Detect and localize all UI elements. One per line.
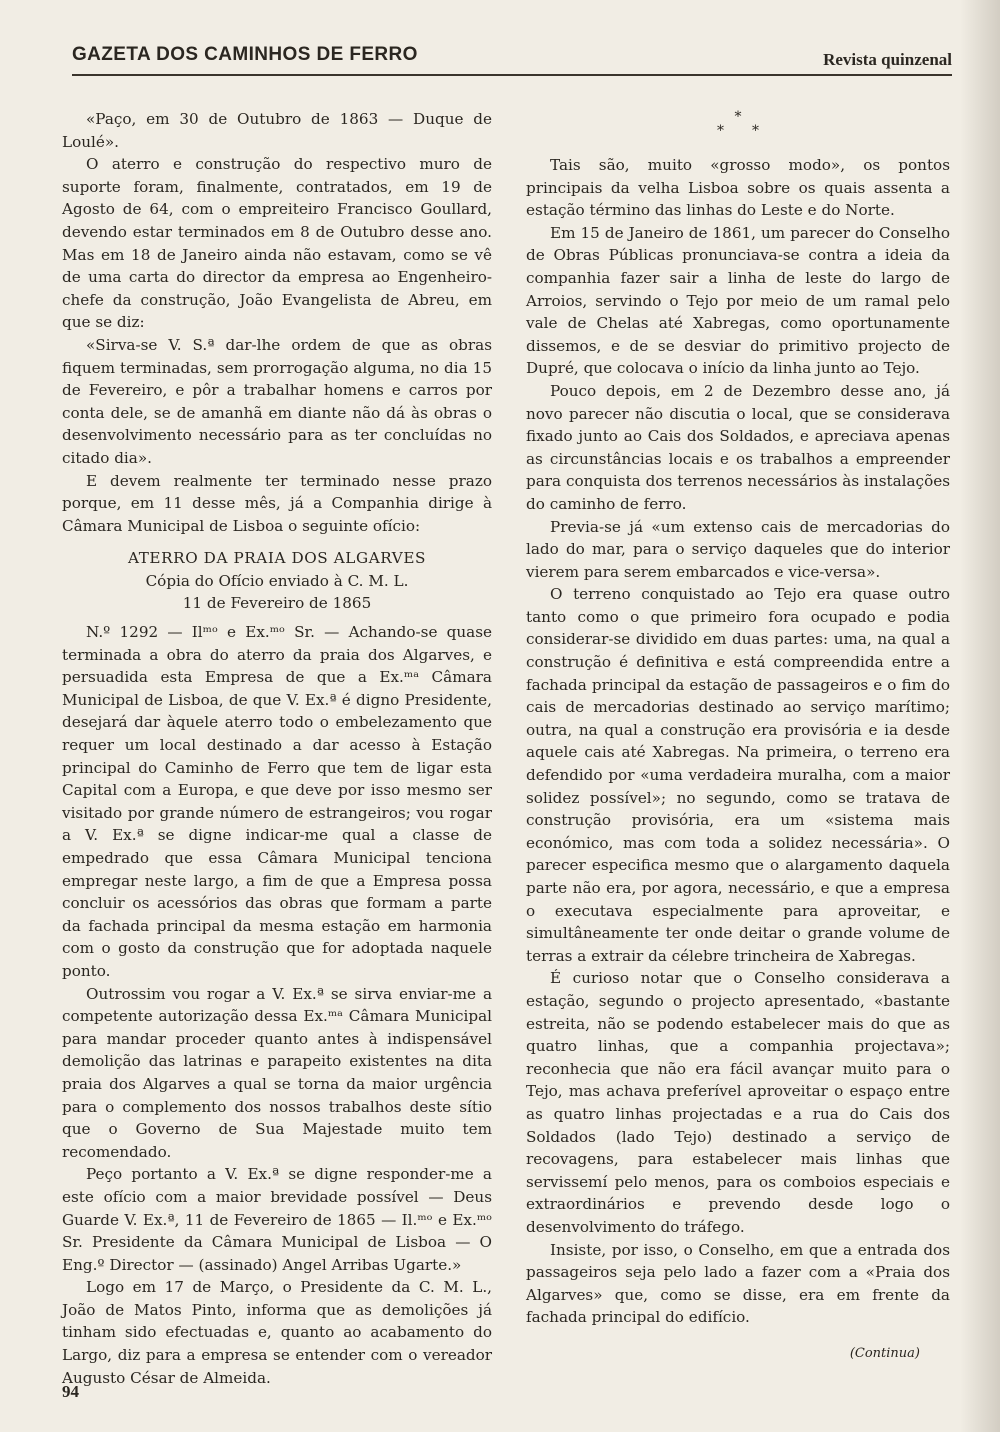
document-heading: ATERRO DA PRAIA DOS ALGARVES <box>127 549 427 568</box>
left-column <box>62 108 492 1389</box>
paragraph: O aterro e construção do respectivo muro de suporte foram, finalmente, contratados, em 19 de Agosto de 64, com o empreiteiro Francisco Goullard, devendo estar terminados em 8 de Outubro desse ano. Mas em 18 de Janeiro ainda não estavam, como se vê de uma carta do director da empresa ao Engenheiro-chefe da construção, João Evangelista de Abreu, em que se diz: <box>62 155 492 332</box>
paragraph: Pouco depois, em 2 de Dezembro desse ano, já novo parecer não discutia o local, que se considerava fixado junto ao Cais dos Soldados, e apreciava apenas as circunstâncias locais e os trabalhos a empreender para conquista dos terrenos necessários às instalações do caminho de ferro. <box>526 381 950 513</box>
paragraph: «Sirva-se V. S.ª dar-lhe ordem de que as obras fiquem terminadas, sem prorrogação alguma, no dia 15 de Fevereiro, e pôr a trabalhar homens e carros por conta dele, se de amanhã em diante não dá às obras o desenvolvimento necessário para as ter concluídas no citado dia». <box>62 335 492 467</box>
section-separator <box>526 110 950 138</box>
continued-note: (Continua) <box>849 1345 920 1361</box>
paragraph: Logo em 17 de Março, o Presidente da C. M. L., João de Matos Pinto, informa que as demolições já tinham sido efectuadas e, quanto ao acabamento do Largo, diz para a empresa se entender com o vereador Augusto César de Almeida. <box>62 1278 492 1387</box>
asterisk: * <box>734 109 742 125</box>
document-subheading: Cópia do Ofício enviado à C. M. L. <box>145 571 409 590</box>
right-column <box>526 108 950 1365</box>
paragraph: Tais são, muito «grosso modo», os pontos principais da velha Lisboa sobre os quais assenta a estação término das linhas do Leste e do Norte. <box>526 156 950 220</box>
document-heading-block <box>62 547 492 615</box>
asterisk: * <box>752 123 759 139</box>
page-number: 94 <box>62 1382 79 1401</box>
paragraph: Previa-se já «um extenso cais de mercadorias do lado do mar, para o serviço daqueles que do interior vierem para serem embarcados e vice-versa». <box>526 517 950 581</box>
asterisk: * <box>717 123 724 139</box>
document-date: 11 de Fevereiro de 1865 <box>182 594 372 613</box>
paragraph: O terreno conquistado ao Tejo era quase outro tanto como o que primeiro fora ocupado e podia considerar-se dividido em duas partes: uma, na qual a construção é definitiva e está compreendida entre a fachada principal da estação de passageiros e o fim do cais de mercadorias destinado ao serviço marítimo; outra, na qual a construção era provisória e ia desde aquele cais até Xabregas. Na primeira, o terreno era defendido por «uma verdadeira muralha, com a maior solidez possível»; no segundo, como se tratava de construção provisória, era um «sistema mais económico, mas com toda a solidez necessária». O parecer especifica mesmo que o alargamento daquela parte não era, por agora, necessário, e que a empresa o executava especialmente para aproveitar, e simultâneamente ter onde deitar o grande volume de terras a extrair da célebre trincheira de Xabregas. <box>526 585 950 965</box>
paragraph: É curioso notar que o Conselho considerava a estação, segundo o projecto apresentado, «bastante estreita, não se podendo estabelecer mais do que as quatro linhas, que a companhia projectava»; reconhecia que não era fácil avançar muito para o Tejo, mas achava preferível aproveitar o espaço entre as quatro linhas projectadas e a rua do Cais dos Soldados (lado Tejo) destinado a serviço de recovagens, para estabelecer mais linhas que servissemí pelo menos, para os comboios especiais e extraordinários e prevendo desde logo o desenvolvimento do tráfego. <box>526 969 950 1236</box>
publication-frequency: Revista quinzenal <box>823 50 952 69</box>
paragraph: E devem realmente ter terminado nesse prazo porque, em 11 desse mês, já a Companhia dirige à Câmara Municipal de Lisboa o seguinte ofício: <box>62 471 492 535</box>
paragraph: Em 15 de Janeiro de 1861, um parecer do Conselho de Obras Públicas pronunciava-se contra a ideia da companhia fazer sair a linha de leste do largo de Arroios, servindo o Tejo por meio de um ramal pelo vale de Chelas até Xabregas, como oportunamente dissemos, e de se desviar do primitivo projecto de Dupré, que colocava o início da linha junto ao Tejo. <box>526 223 950 378</box>
masthead-title: GAZETA DOS CAMINHOS DE FERRO <box>72 44 418 65</box>
paragraph: N.º 1292 — Ilᵐᵒ e Ex.ᵐᵒ Sr. — Achando-se quase terminada a obra do aterro da praia dos Algarves, e persuadida esta Empresa de que a Ex.ᵐᵃ Câmara Municipal de Lisboa, de que V. Ex.ª é digno Presidente, desejará dar àquele aterro todo o embelezamento que requer um local destinado a dar acesso à Estação principal do Caminho de Ferro que tem de ligar esta Capital com a Europa, e que deve por isso mesmo ser visitado por grande número de estrangeiros; vou rogar a V. Ex.ª se digne indicar-me qual a classe de empedrado que essa Câmara Municipal tenciona empregar neste largo, a fim de que a Empresa possa concluir os acessórios das obras que formam a parte da fachada principal da mesma estação em harmonia com o gosto da construção que for adoptada naquele ponto. <box>62 623 492 980</box>
paragraph: Peço portanto a V. Ex.ª se digne responder-me a este ofício com a maior brevidade possível — Deus Guarde V. Ex.ª, 11 de Fevereiro de 1865 — Il.ᵐᵒ e Ex.ᵐᵒ Sr. Presidente da Câmara Municipal de Lisboa — O Eng.º Director — (assinado) Angel Arribas Ugarte.» <box>62 1165 492 1274</box>
running-header <box>72 42 952 76</box>
paragraph: Insiste, por isso, o Conselho, em que a entrada dos passageiros seja pelo lado a fazer com a «Praia dos Algarves» que, como se disse, era em frente da fachada principal do edifício. <box>526 1240 950 1327</box>
paragraph: Outrossim vou rogar a V. Ex.ª se sirva enviar-me a competente autorização dessa Ex.ᵐᵃ Câmara Municipal para mandar proceder quanto antes à indispensável demolição das latrinas e parapeito existentes na dita praia dos Algarves a qual se torna da maior urgência para o complemento dos nossos trabalhos deste sítio que o Governo de Sua Majestade muito tem recomendado. <box>62 984 492 1161</box>
page-edge-shadow <box>960 0 1000 1432</box>
paragraph: «Paço, em 30 de Outubro de 1863 — Duque de Loulé». <box>62 110 492 151</box>
